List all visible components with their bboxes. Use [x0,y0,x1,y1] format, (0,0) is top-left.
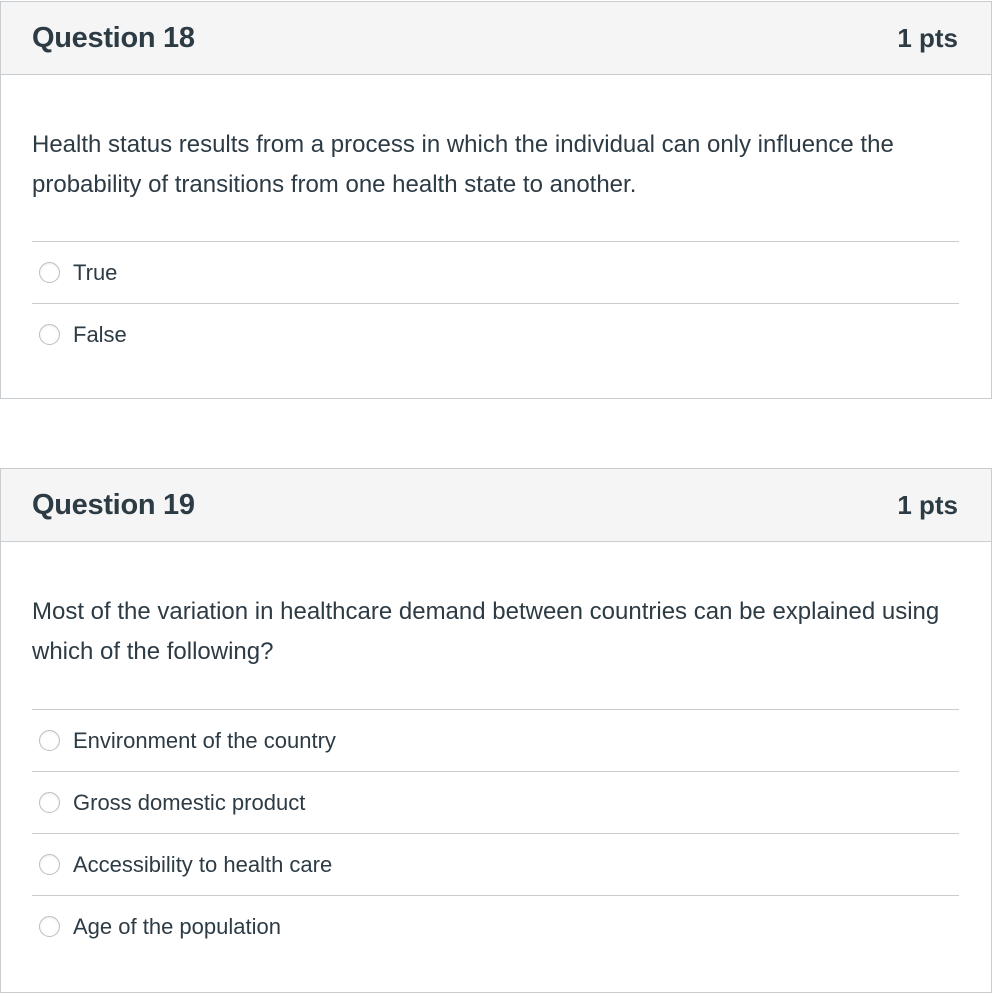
question-text: Most of the variation in healthcare demand between countries can be explained using which of the following? [32,598,940,665]
question-header [1,469,991,542]
radio-button[interactable] [39,854,60,875]
radio-button[interactable] [39,324,60,345]
answer-option-false[interactable] [32,303,959,365]
answer-list [32,709,959,957]
radio-button[interactable] [39,916,60,937]
answer-option-age[interactable] [32,895,959,957]
question-header [1,2,991,75]
answer-option-true[interactable] [32,241,959,303]
answer-option-environment[interactable] [32,709,959,771]
answer-option-gdp[interactable] [32,771,959,833]
radio-button[interactable] [39,792,60,813]
answer-label: Age of the population [73,913,281,939]
answer-label: Environment of the country [73,727,336,753]
question-title: Question 18 [32,21,195,54]
answer-label: Accessibility to health care [73,851,333,877]
radio-button[interactable] [39,730,60,751]
answer-option-accessibility[interactable] [32,833,959,895]
question-title: Question 19 [32,488,195,521]
answer-label: Gross domestic product [73,789,306,815]
answer-label: True [73,259,118,285]
question-19-card [0,468,992,993]
answer-label: False [73,321,127,347]
question-points: 1 pts [897,489,958,520]
answer-list [32,241,959,365]
question-points: 1 pts [897,22,958,53]
question-text: Health status results from a process in which the individual can only influence the probability of transitions from one health state to another. [32,131,894,198]
radio-button[interactable] [39,262,60,283]
question-18-card [0,1,992,399]
